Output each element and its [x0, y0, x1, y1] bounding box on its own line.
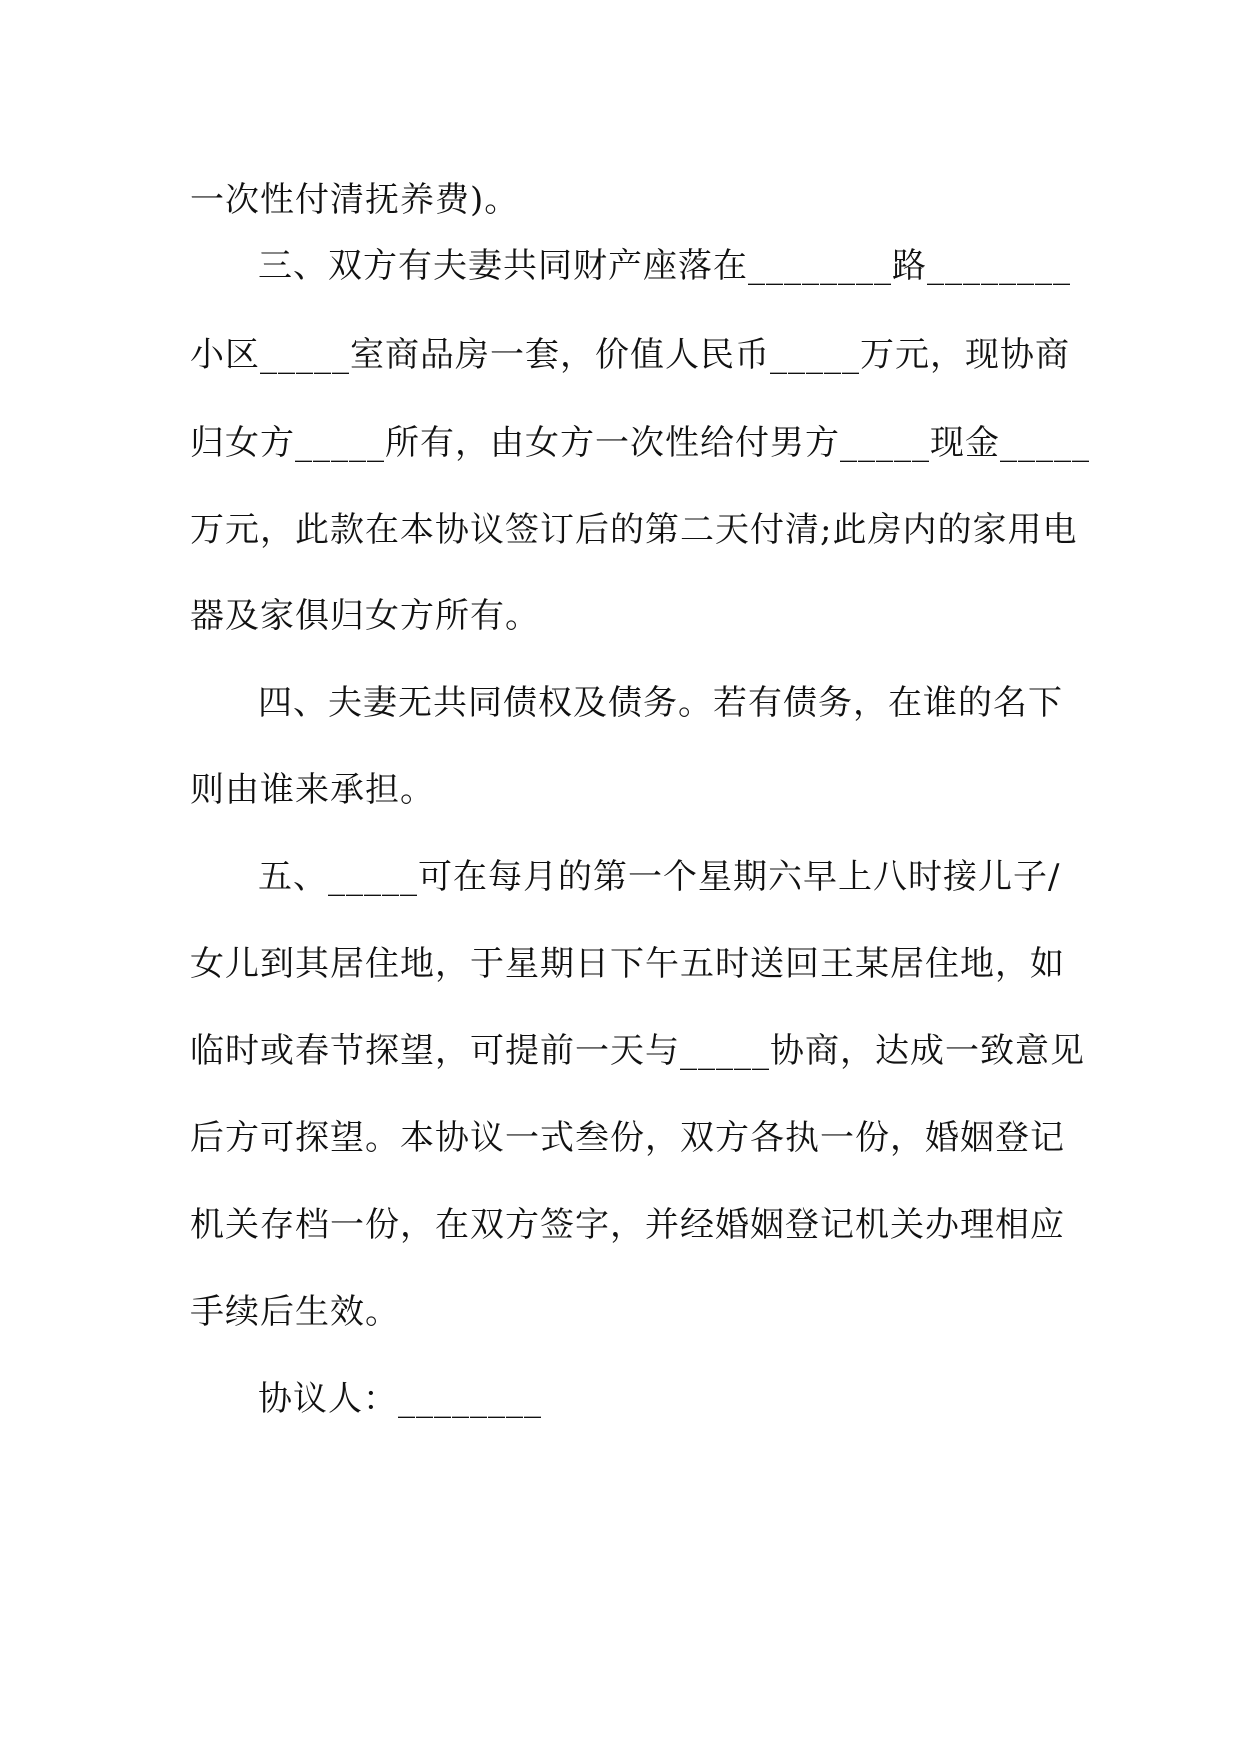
- text-line: 临时或春节探望，可提前一天与_____协商，达成一致意见: [190, 1031, 1085, 1071]
- signature-line: 协议人：________: [258, 1379, 542, 1419]
- text-line: 一次性付清抚养费)。: [190, 180, 520, 220]
- text-line: 万元，此款在本协议签订后的第二天付清;此房内的家用电: [190, 510, 1078, 550]
- text-line: 五、_____可在每月的第一个星期六早上八时接儿子/: [258, 857, 1061, 897]
- text-line: 三、双方有夫妻共同财产座落在________路________: [258, 246, 1071, 286]
- text-line: 机关存档一份，在双方签字，并经婚姻登记机关办理相应: [190, 1205, 1065, 1245]
- text-line: 则由谁来承担。: [190, 770, 435, 810]
- text-line: 归女方_____所有，由女方一次性给付男方_____现金_____: [190, 423, 1090, 463]
- text-line: 器及家俱归女方所有。: [190, 596, 540, 636]
- text-line: 后方可探望。本协议一式叁份，双方各执一份，婚姻登记: [190, 1118, 1065, 1158]
- text-line: 女儿到其居住地，于星期日下午五时送回王某居住地，如: [190, 944, 1065, 984]
- text-line: 四、夫妻无共同债权及债务。若有债务，在谁的名下: [258, 683, 1063, 723]
- text-line: 小区_____室商品房一套，价值人民币_____万元，现协商: [190, 335, 1070, 375]
- text-line: 手续后生效。: [190, 1292, 400, 1332]
